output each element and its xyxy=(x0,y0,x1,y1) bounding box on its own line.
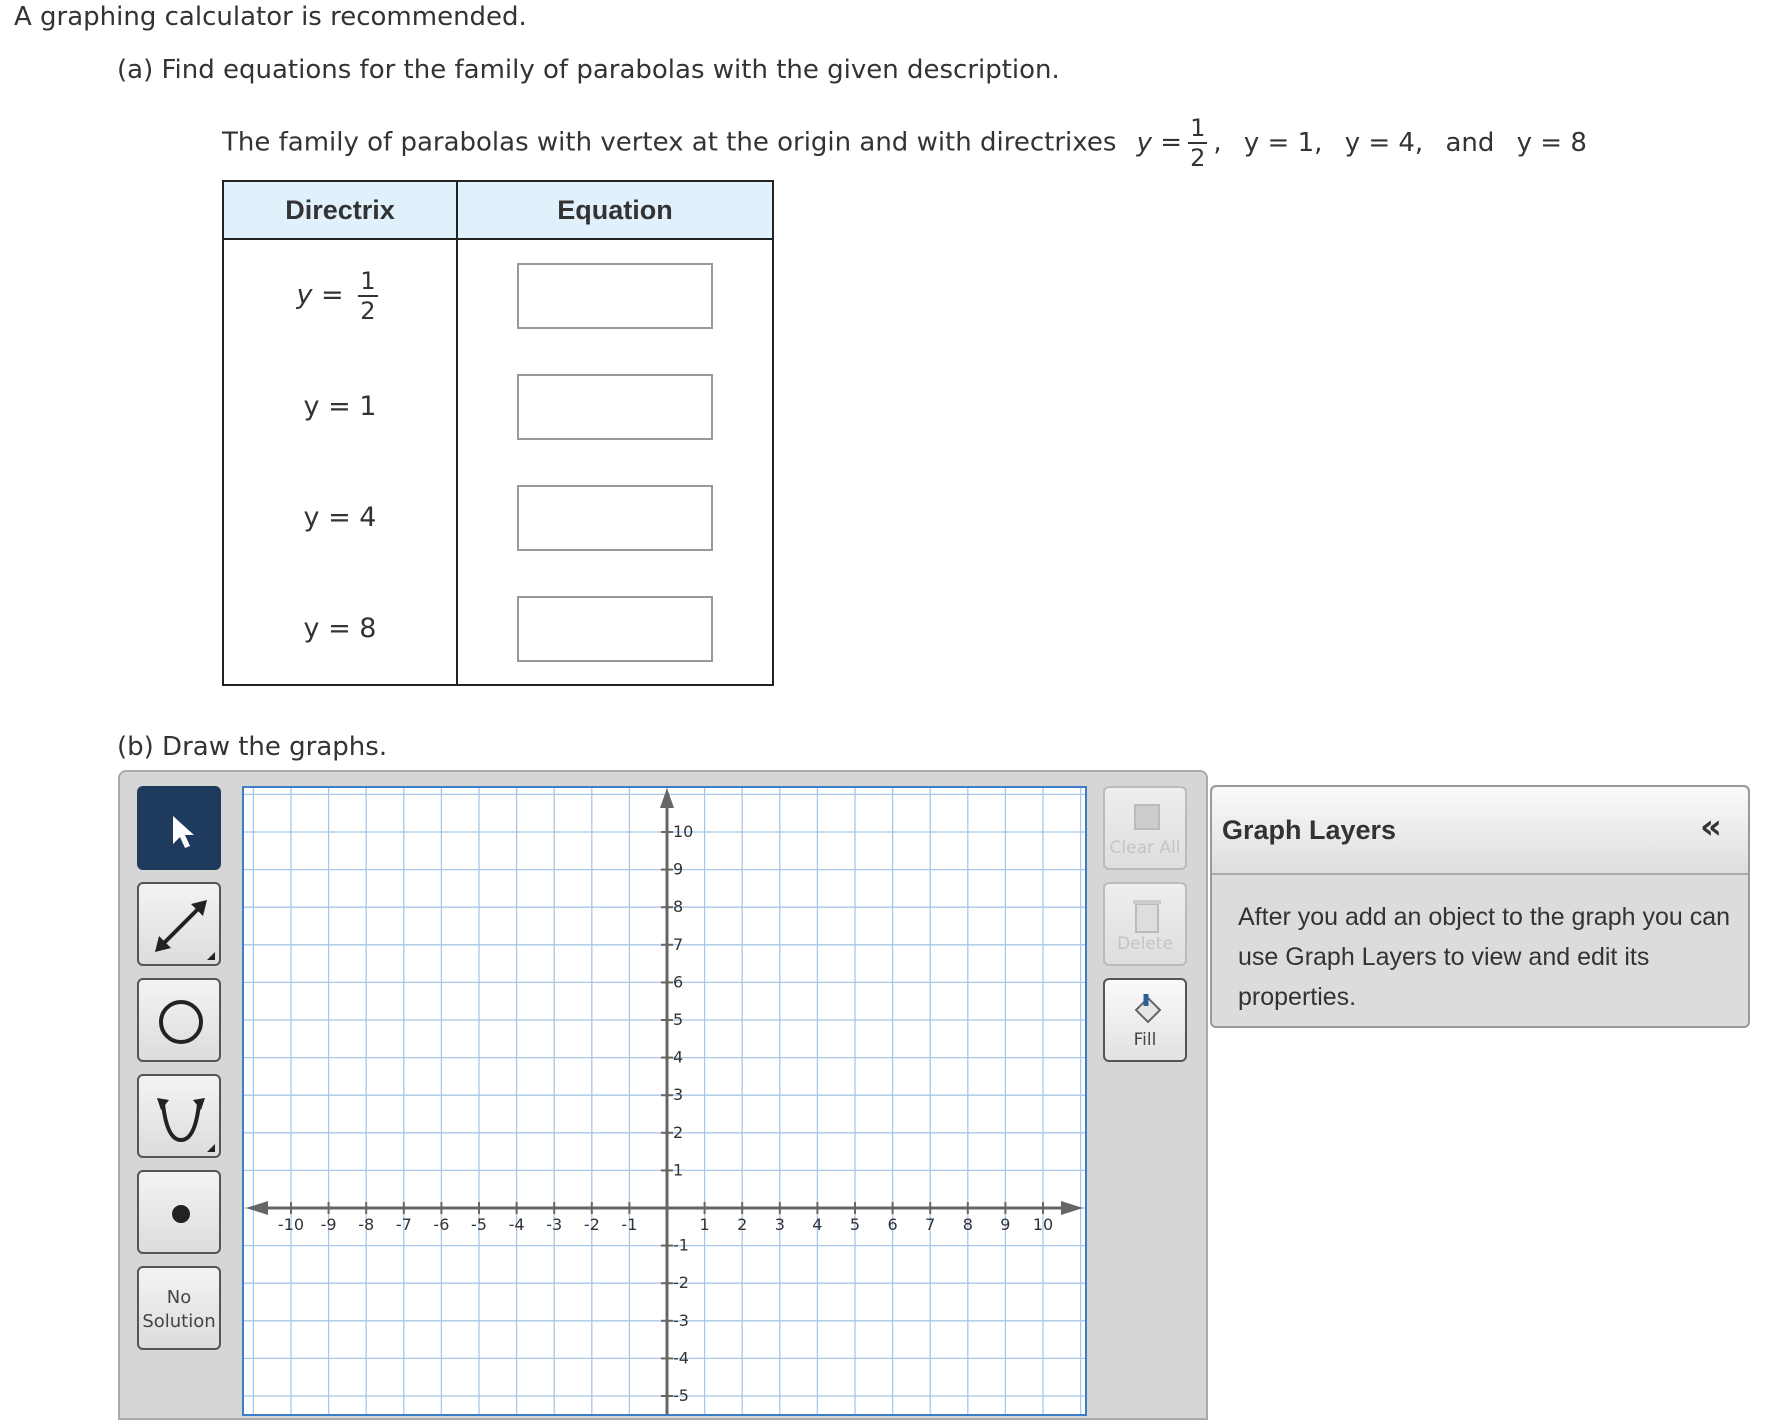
x-tick-label: -8 xyxy=(358,1215,375,1234)
y-tick-label: -5 xyxy=(673,1386,689,1405)
fill-button[interactable]: Fill xyxy=(1103,978,1187,1062)
x-tick-label: -9 xyxy=(320,1215,337,1234)
directrix-label: y = $\frac{1}{2}$ xyxy=(223,239,457,351)
x-tick-label: -6 xyxy=(433,1215,450,1234)
x-tick-label: 4 xyxy=(812,1215,823,1234)
x-axis-arrow-left xyxy=(246,1201,268,1215)
delete-button[interactable]: Delete xyxy=(1103,882,1187,966)
col-directrix: Directrix xyxy=(223,181,457,239)
family-and: and xyxy=(1445,127,1495,158)
directrix-label: y = 1 xyxy=(223,351,457,462)
x-tick-label: 2 xyxy=(737,1215,748,1234)
circle-icon xyxy=(139,980,223,1064)
x-tick-label: 7 xyxy=(925,1215,936,1234)
family-description: The family of parabolas with vertex at the origin and with directrixes y = $\frac{1}{2}$ , y = 1, y = 4, and y = 8 xyxy=(222,114,1587,172)
y-tick-label: 7 xyxy=(673,934,684,954)
y-tick-label: 10 xyxy=(673,822,694,841)
family-var: y xyxy=(1136,127,1153,158)
x-tick-label: 6 xyxy=(887,1215,898,1234)
y-tick-label: -2 xyxy=(673,1273,689,1293)
family-fraction xyxy=(1188,116,1207,170)
clear-icon xyxy=(1130,800,1164,834)
family-eq: = xyxy=(1160,127,1183,158)
x-tick-label: -2 xyxy=(583,1215,600,1234)
x-axis-arrow-right xyxy=(1061,1201,1083,1215)
point-tool-button[interactable] xyxy=(137,1170,221,1254)
directrix-table xyxy=(222,180,774,686)
part-b-prompt: (b) Draw the graphs. xyxy=(117,732,388,762)
x-tick-label: 3 xyxy=(774,1215,785,1234)
x-tick-label: 9 xyxy=(1000,1215,1011,1234)
family-y8: y = 8 xyxy=(1516,127,1587,158)
table-row xyxy=(223,462,773,573)
graph-canvas[interactable] xyxy=(242,786,1087,1416)
x-tick-label: 8 xyxy=(962,1215,973,1234)
y-tick-label: -3 xyxy=(673,1310,689,1330)
equation-input-3[interactable] xyxy=(517,485,713,551)
clear-all-button[interactable]: Clear All xyxy=(1103,786,1187,870)
family-y4: y = 4, xyxy=(1344,127,1424,158)
no-solution-button[interactable]: No Solution xyxy=(137,1266,221,1350)
y-tick-label: 9 xyxy=(673,859,684,879)
x-tick-label: -3 xyxy=(546,1215,563,1234)
x-tick-label: 1 xyxy=(699,1215,710,1234)
trash-icon xyxy=(1130,896,1164,936)
y-tick-label: 4 xyxy=(673,1047,684,1067)
directrix-label: y = 4 xyxy=(223,462,457,573)
x-tick-label: -7 xyxy=(395,1215,412,1234)
y-tick-label: 8 xyxy=(673,897,684,917)
paint-bucket-icon xyxy=(1130,992,1164,1026)
y-tick-label: -1 xyxy=(673,1235,689,1255)
equation-input-4[interactable] xyxy=(517,596,713,662)
parabola-icon xyxy=(139,1076,223,1160)
graph-layers-header xyxy=(1212,787,1748,875)
point-icon xyxy=(139,1172,223,1256)
line-arrow-icon xyxy=(139,884,223,968)
y-tick-label: 3 xyxy=(673,1085,684,1105)
y-tick-label: 2 xyxy=(673,1122,684,1142)
parabola-tool-button[interactable] xyxy=(137,1074,221,1158)
table-row xyxy=(223,351,773,462)
family-y1: y = 1, xyxy=(1243,127,1323,158)
table-row xyxy=(223,239,773,351)
select-tool-button[interactable] xyxy=(137,786,221,870)
graph-layers-title: Graph Layers xyxy=(1222,815,1397,845)
equation-input-1[interactable] xyxy=(517,263,713,329)
pointer-icon xyxy=(139,788,223,872)
coordinate-grid xyxy=(244,788,1085,1414)
table-row xyxy=(223,573,773,685)
graph-layers-info: After you add an object to the graph you can use Graph Layers to view and edit its properties. xyxy=(1238,903,1731,1011)
circle-tool-button[interactable] xyxy=(137,978,221,1062)
y-axis-arrow-up xyxy=(660,788,674,808)
intro-text: A graphing calculator is recommended. xyxy=(14,2,527,32)
part-a-prompt: (a) Find equations for the family of parabolas with the given description. xyxy=(117,55,1060,85)
col-equation: Equation xyxy=(457,181,773,239)
x-tick-label: -10 xyxy=(277,1215,305,1234)
graph-layers-panel xyxy=(1210,785,1750,1028)
frac-num: 1 xyxy=(1190,114,1206,142)
line-tool-button[interactable] xyxy=(137,882,221,966)
x-tick-label: -4 xyxy=(508,1215,525,1234)
collapse-icon[interactable]: « xyxy=(1700,807,1722,847)
y-tick-label: 1 xyxy=(673,1160,684,1180)
equation-input-2[interactable] xyxy=(517,374,713,440)
x-tick-label: -1 xyxy=(621,1215,638,1234)
x-tick-label: 10 xyxy=(1032,1215,1054,1234)
y-tick-label: 5 xyxy=(673,1010,684,1029)
directrix-label: y = 8 xyxy=(223,573,457,685)
y-tick-label: -4 xyxy=(673,1348,689,1368)
y-tick-label: 6 xyxy=(673,972,684,992)
x-tick-label: 5 xyxy=(849,1215,861,1234)
frac-den: 2 xyxy=(1190,144,1206,172)
family-text: The family of parabolas with vertex at the origin and with directrixes xyxy=(222,127,1117,158)
x-tick-label: -5 xyxy=(471,1215,487,1234)
